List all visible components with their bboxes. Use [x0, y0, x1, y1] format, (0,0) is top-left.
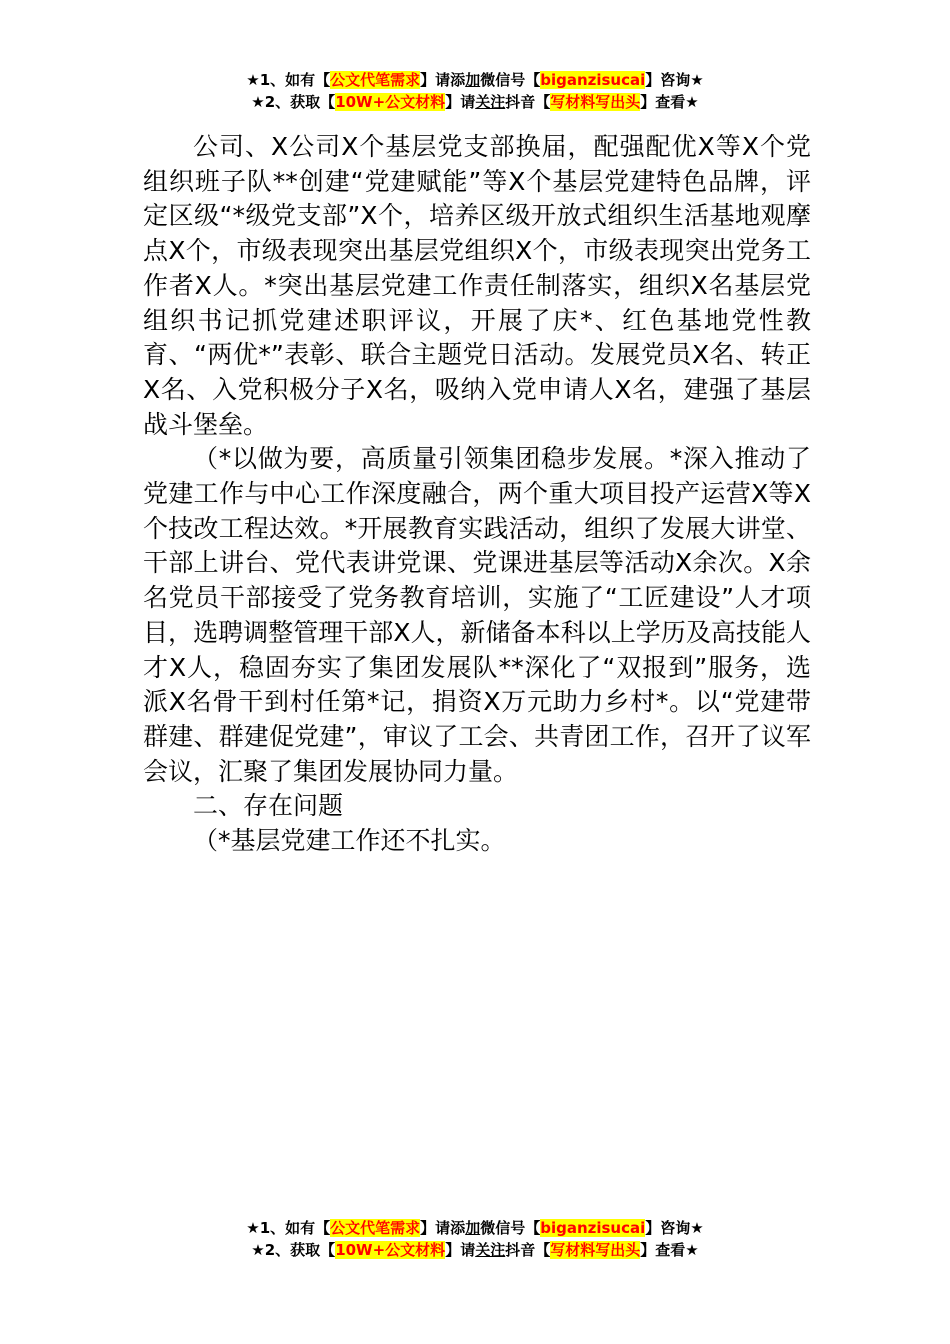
highlight-wechat-id: biganzisucai — [540, 1219, 646, 1237]
highlight-douyin-account: 写材料写出头 — [550, 1241, 641, 1259]
section-heading-problems: 二、存在问题 — [193, 791, 344, 821]
highlight-materials: 10W+公文材料 — [335, 1241, 446, 1259]
highlight-materials: 10W+公文材料 — [335, 93, 446, 111]
banner-line-2: ★2、获取【10W+公文材料】请关注抖音【写材料写出头】查看★ — [251, 93, 699, 111]
highlight-service: 公文代笔需求 — [330, 1219, 421, 1237]
highlight-service: 公文代笔需求 — [330, 71, 421, 89]
highlight-wechat-id: biganzisucai — [540, 71, 646, 89]
banner-line-1: ★1、如有【公文代笔需求】请添加微信号【biganzisucai】咨询★ — [246, 1219, 704, 1237]
banner-line-1: ★1、如有【公文代笔需求】请添加微信号【biganzisucai】咨询★ — [246, 71, 704, 89]
paragraph-3: （*基层党建工作还不扎实。 — [193, 826, 506, 856]
bottom-banner — [0, 1217, 950, 1261]
highlight-douyin-account: 写材料写出头 — [550, 93, 641, 111]
paragraph-2: （*以做为要，高质量引领集团稳步发展。*深入推动了党建工作与中心工作深度融合，两个重大项目投产运营X等X个技改工程达效。*开展教育实践活动，组织了发展大讲堂、干部上讲台、党代表讲党课、党课进基层等活动X余次。X余名党员干部接受了党务教育培训，实施了“工匠建设”人才项目，选聘调整管理干部X人，新储备本科以上学历及高技能人才X人，稳固夯实了集团发展队**深化了“双报到”服务，选派X名骨干到村任第*记，捐资X万元助力乡村*。以“党建带群建、群建促党建”，审议了工会、共青团工作，召开了议军会议，汇聚了集团发展协同力量。 — [143, 444, 811, 786]
banner-line-2: ★2、获取【10W+公文材料】请关注抖音【写材料写出头】查看★ — [251, 1241, 699, 1259]
paragraph-1: 公司、X公司X个基层党支部换届，配强配优X等X个党组织班子队**创建“党建赋能”等X个基层党建特色品牌，评定区级“*级党支部”X个，培养区级开放式组织生活基地观摩点X个，市级表现突出基层党组织X个，市级表现突出党务工作者X人。*突出基层党建工作责任制落实，组织X名基层党组织书记抓党建述职评议，开展了庆*、红色基地党性教育、“两优*”表彰、联合主题党日活动。发展党员X名、转正X名、入党积极分子X名，吸纳入党申请人X名，建强了基层战斗堡垒。 — [143, 132, 811, 439]
top-banner — [0, 69, 950, 113]
document-body — [143, 130, 811, 859]
